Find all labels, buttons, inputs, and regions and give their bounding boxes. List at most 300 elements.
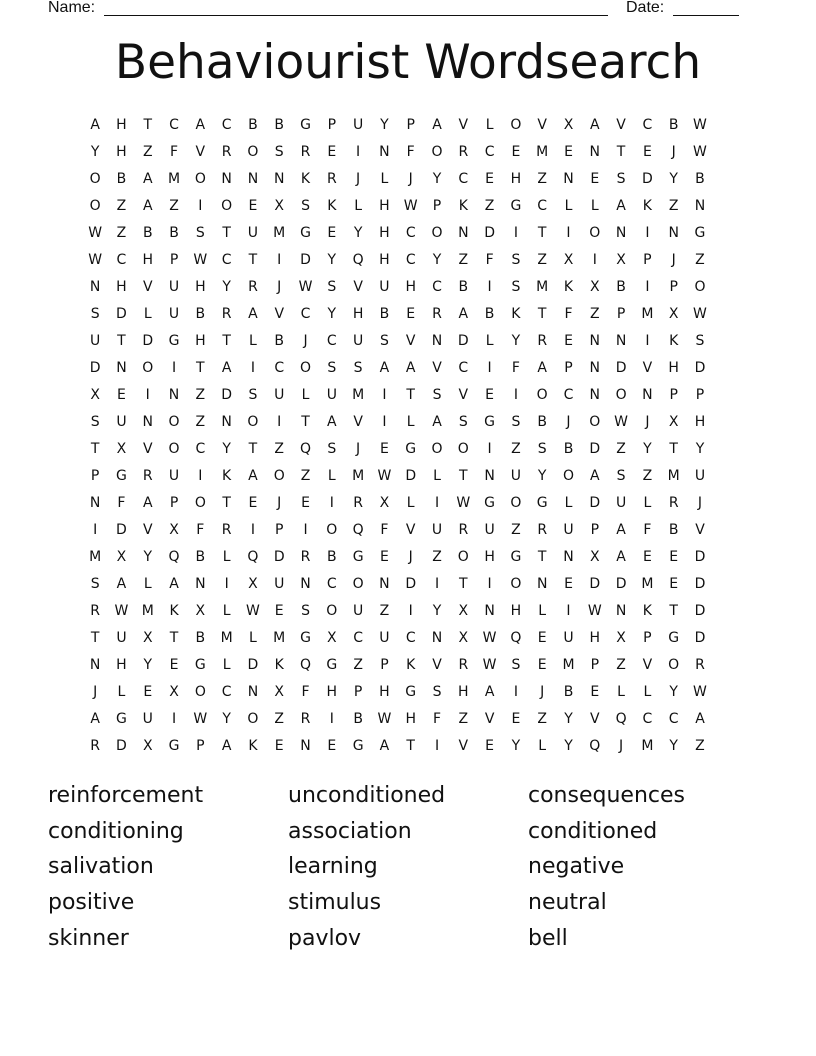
grid-letter: P	[406, 116, 415, 133]
grid-letter: J	[671, 143, 676, 160]
grid-letter: Z	[379, 602, 390, 619]
grid-letter: U	[352, 602, 364, 619]
grid-letter: S	[327, 440, 337, 457]
grid-letter: W	[403, 197, 418, 214]
grid-letter: M	[89, 548, 102, 565]
grid-letter: Z	[432, 548, 442, 565]
grid-letter: A	[432, 413, 442, 430]
date-label: Date:	[626, 0, 665, 16]
grid-letter: L	[143, 305, 152, 322]
grid-row	[82, 435, 732, 462]
grid-letter: D	[457, 332, 469, 349]
grid-letter: W	[377, 467, 392, 484]
grid-letter: L	[538, 602, 547, 619]
grid-letter: L	[564, 494, 573, 511]
grid-letter: V	[405, 332, 416, 349]
grid-letter: Z	[511, 521, 521, 538]
grid-letter: S	[327, 359, 337, 376]
grid-letter: C	[432, 278, 442, 295]
word-bank-item: pavlov	[288, 925, 362, 951]
grid-letter: N	[221, 413, 232, 430]
grid-letter: I	[513, 683, 518, 700]
grid-letter: D	[142, 332, 154, 349]
grid-letter: J	[277, 278, 282, 295]
grid-letter: E	[301, 494, 310, 511]
grid-letter: J	[619, 737, 624, 754]
grid-letter: H	[694, 413, 706, 430]
grid-letter: N	[142, 413, 153, 430]
grid-letter: W	[114, 602, 129, 619]
grid-letter: I	[224, 575, 229, 592]
grid-letter: K	[563, 278, 574, 295]
grid-letter: J	[697, 494, 703, 511]
grid-letter: M	[273, 224, 286, 241]
grid-letter: O	[615, 386, 627, 403]
grid-letter: O	[194, 494, 206, 511]
grid-letter: R	[432, 305, 442, 322]
grid-letter: N	[247, 683, 259, 700]
grid-letter: K	[669, 332, 679, 349]
grid-letter: I	[487, 278, 492, 295]
grid-letter: A	[169, 575, 179, 592]
grid-row	[82, 192, 732, 219]
grid-letter: L	[643, 683, 652, 700]
grid-row	[82, 516, 732, 543]
name-label: Name:	[48, 0, 96, 16]
grid-letter: P	[353, 683, 363, 700]
grid-letter: R	[300, 710, 311, 727]
grid-letter: P	[590, 521, 600, 538]
grid-letter: R	[458, 521, 469, 538]
grid-letter: O	[694, 278, 706, 295]
grid-letter: V	[195, 143, 206, 160]
grid-letter: Z	[616, 656, 626, 673]
grid-letter: X	[589, 278, 600, 295]
grid-letter: B	[379, 305, 390, 322]
grid-letter: O	[431, 224, 443, 241]
grid-letter: C	[484, 143, 495, 160]
grid-letter: O	[194, 683, 206, 700]
grid-letter: B	[274, 332, 285, 349]
grid-letter: X	[274, 683, 285, 700]
grid-letter: X	[248, 575, 258, 592]
grid-letter: R	[221, 521, 232, 538]
grid-letter: E	[169, 656, 179, 673]
grid-letter: V	[405, 521, 416, 538]
grid-letter: Z	[300, 467, 311, 484]
grid-letter: D	[641, 170, 653, 187]
word-bank-item: negative	[528, 854, 625, 880]
grid-letter: P	[90, 467, 100, 484]
grid-letter: J	[645, 413, 650, 430]
grid-letter: D	[273, 548, 285, 565]
grid-letter: E	[590, 170, 600, 187]
grid-letter: X	[563, 251, 574, 268]
grid-letter: A	[327, 413, 337, 430]
grid-letter: O	[589, 413, 601, 430]
grid-letter: V	[274, 305, 285, 322]
grid-letter: D	[484, 224, 495, 241]
grid-letter: P	[669, 278, 678, 295]
grid-letter: R	[537, 521, 548, 538]
grid-letter: B	[484, 305, 495, 322]
grid-letter: Y	[669, 170, 678, 187]
grid-letter: N	[615, 332, 627, 349]
grid-letter: W	[88, 251, 103, 268]
grid-row	[82, 543, 732, 570]
grid-letter: Z	[274, 710, 285, 727]
grid-letter: Y	[511, 332, 521, 349]
grid-letter: F	[301, 683, 310, 700]
grid-letter: V	[642, 359, 653, 376]
grid-letter: L	[327, 467, 336, 484]
grid-letter: C	[326, 575, 337, 592]
grid-letter: W	[298, 278, 313, 295]
word-bank-row	[48, 778, 768, 814]
grid-letter: W	[693, 116, 707, 133]
grid-letter: A	[405, 359, 416, 376]
grid-letter: K	[642, 197, 652, 214]
grid-letter: G	[116, 710, 127, 727]
grid-letter: G	[405, 683, 417, 700]
grid-letter: Z	[616, 440, 626, 457]
grid-row	[82, 354, 732, 381]
grid-letter: X	[589, 548, 600, 565]
grid-letter: R	[458, 656, 469, 673]
grid-letter: R	[300, 548, 311, 565]
grid-letter: Z	[642, 467, 653, 484]
grid-letter: I	[434, 737, 440, 754]
grid-letter: V	[458, 737, 469, 754]
grid-letter: E	[537, 629, 547, 646]
grid-letter: E	[511, 143, 521, 160]
grid-letter: O	[510, 575, 522, 592]
grid-letter: W	[193, 251, 208, 268]
grid-letter: Z	[116, 224, 127, 241]
grid-letter: S	[195, 224, 205, 241]
grid-letter: Y	[380, 116, 389, 133]
grid-letter: B	[195, 548, 206, 565]
grid-letter: Z	[195, 413, 206, 430]
grid-letter: D	[615, 359, 627, 376]
grid-letter: Z	[589, 305, 600, 322]
grid-letter: C	[221, 251, 232, 268]
grid-letter: H	[116, 656, 127, 673]
grid-letter: G	[194, 656, 206, 673]
grid-letter: G	[668, 629, 680, 646]
grid-letter: T	[537, 224, 547, 241]
grid-letter: O	[510, 116, 522, 133]
grid-letter: E	[327, 143, 337, 160]
grid-letter: C	[642, 710, 653, 727]
grid-letter: T	[459, 467, 468, 484]
grid-letter: O	[431, 440, 443, 457]
grid-letter: P	[564, 359, 573, 376]
grid-letter: B	[195, 629, 206, 646]
grid-letter: L	[406, 494, 415, 511]
grid-letter: L	[564, 197, 573, 214]
grid-letter: T	[406, 737, 415, 754]
grid-letter: T	[169, 629, 179, 646]
word-bank-item: neutral	[528, 890, 607, 916]
grid-letter: B	[327, 548, 337, 565]
grid-letter: I	[487, 359, 492, 376]
grid-letter: Z	[116, 197, 127, 214]
grid-letter: H	[379, 683, 390, 700]
grid-row	[82, 408, 732, 435]
page-title: Behaviourist Wordsearch	[114, 35, 702, 90]
grid-letter: X	[142, 737, 153, 754]
grid-letter: J	[408, 170, 413, 187]
grid-letter: U	[90, 332, 101, 349]
grid-letter: U	[431, 521, 443, 538]
grid-letter: C	[668, 710, 679, 727]
grid-letter: T	[301, 413, 310, 430]
grid-letter: Y	[537, 467, 547, 484]
grid-letter: T	[222, 494, 231, 511]
grid-letter: J	[671, 251, 676, 268]
grid-letter: I	[171, 710, 177, 727]
grid-letter: W	[88, 224, 103, 241]
grid-letter: L	[380, 170, 389, 187]
grid-letter: Q	[510, 629, 522, 646]
grid-letter: G	[352, 548, 364, 565]
word-bank-row	[48, 849, 768, 885]
word-bank-item: stimulus	[288, 890, 382, 916]
grid-letter: E	[379, 440, 389, 457]
grid-letter: X	[327, 629, 337, 646]
grid-letter: L	[222, 656, 231, 673]
grid-letter: O	[510, 494, 522, 511]
grid-letter: P	[432, 197, 442, 214]
grid-letter: I	[645, 278, 650, 295]
grid-letter: K	[222, 467, 232, 484]
grid-letter: V	[642, 656, 653, 673]
grid-letter: L	[617, 683, 625, 700]
grid-letter: H	[116, 116, 127, 133]
grid-letter: O	[300, 359, 312, 376]
grid-letter: B	[169, 224, 179, 241]
grid-letter: Y	[327, 251, 337, 268]
grid-letter: W	[693, 683, 707, 700]
grid-letter: D	[89, 359, 101, 376]
grid-letter: N	[589, 143, 601, 160]
grid-letter: O	[221, 197, 233, 214]
grid-letter: O	[194, 170, 206, 187]
grid-letter: N	[221, 170, 232, 187]
grid-letter: X	[116, 440, 127, 457]
grid-letter: L	[222, 602, 231, 619]
grid-letter: O	[89, 170, 101, 187]
grid-letter: R	[248, 278, 258, 295]
grid-row	[82, 570, 732, 597]
grid-letter: G	[116, 467, 127, 484]
grid-letter: X	[142, 629, 153, 646]
grid-letter: U	[563, 521, 574, 538]
grid-row	[82, 678, 732, 705]
grid-row	[82, 219, 732, 246]
grid-letter: L	[117, 683, 126, 700]
grid-letter: Y	[643, 440, 652, 457]
grid-letter: U	[352, 116, 364, 133]
grid-letter: I	[356, 143, 361, 160]
grid-letter: T	[537, 548, 547, 565]
grid-letter: S	[511, 278, 521, 295]
grid-letter: E	[564, 143, 573, 160]
grid-letter: N	[168, 386, 180, 403]
grid-letter: G	[510, 197, 522, 214]
grid-letter: Q	[352, 251, 364, 268]
grid-letter: L	[249, 629, 257, 646]
grid-letter: F	[170, 143, 179, 160]
grid-row	[82, 651, 732, 678]
grid-letter: L	[538, 737, 547, 754]
grid-letter: W	[587, 602, 602, 619]
grid-letter: H	[405, 710, 416, 727]
grid-letter: O	[326, 521, 338, 538]
grid-letter: X	[116, 548, 127, 565]
grid-letter: F	[196, 521, 205, 538]
grid-letter: B	[248, 116, 258, 133]
grid-letter: Z	[484, 197, 495, 214]
grid-letter: D	[116, 305, 127, 322]
grid-letter: D	[589, 440, 601, 457]
grid-letter: K	[300, 170, 311, 187]
grid-letter: S	[511, 413, 521, 430]
grid-letter: K	[169, 602, 179, 619]
grid-letter: E	[564, 575, 573, 592]
grid-letter: L	[143, 575, 152, 592]
grid-row	[82, 300, 732, 327]
grid-letter: A	[221, 359, 232, 376]
grid-letter: Z	[695, 737, 705, 754]
grid-letter: X	[195, 602, 206, 619]
grid-letter: S	[432, 386, 442, 403]
grid-letter: J	[277, 494, 282, 511]
grid-letter: D	[221, 386, 233, 403]
grid-letter: E	[143, 683, 153, 700]
grid-letter: C	[458, 170, 469, 187]
grid-letter: X	[616, 629, 626, 646]
grid-letter: N	[668, 224, 679, 241]
grid-letter: U	[563, 629, 574, 646]
grid-letter: A	[116, 575, 127, 592]
grid-letter: A	[616, 197, 626, 214]
grid-letter: H	[352, 305, 364, 322]
grid-letter: T	[222, 224, 231, 241]
grid-letter: G	[352, 737, 364, 754]
grid-letter: O	[247, 413, 259, 430]
grid-letter: I	[329, 494, 334, 511]
grid-letter: X	[616, 251, 626, 268]
grid-letter: R	[458, 143, 469, 160]
grid-letter: H	[195, 332, 206, 349]
grid-letter: H	[668, 359, 679, 376]
grid-letter: A	[432, 116, 442, 133]
grid-letter: G	[484, 413, 496, 430]
grid-letter: K	[274, 656, 284, 673]
grid-letter: S	[616, 170, 626, 187]
header	[48, 0, 748, 20]
grid-letter: Y	[669, 737, 678, 754]
grid-letter: R	[90, 602, 101, 619]
grid-letter: Z	[537, 710, 547, 727]
grid-letter: N	[642, 386, 653, 403]
grid-letter: F	[511, 359, 520, 376]
grid-letter: P	[169, 251, 179, 268]
grid-letter: A	[616, 521, 626, 538]
grid-letter: Q	[300, 440, 312, 457]
grid-letter: Y	[222, 710, 231, 727]
name-blank-line	[104, 15, 608, 16]
grid-letter: J	[356, 170, 361, 187]
grid-letter: F	[406, 143, 415, 160]
grid-letter: V	[484, 710, 495, 727]
grid-letter: O	[431, 143, 443, 160]
grid-letter: X	[90, 386, 100, 403]
grid-letter: B	[563, 440, 574, 457]
word-bank-item: positive	[48, 890, 135, 916]
grid-letter: M	[273, 629, 286, 646]
word-bank-item: conditioning	[48, 818, 184, 844]
grid-letter: S	[511, 656, 521, 673]
grid-letter: Z	[537, 251, 547, 268]
grid-letter: U	[379, 278, 390, 295]
grid-letter: C	[221, 116, 232, 133]
grid-letter: D	[615, 575, 627, 592]
grid-letter: U	[116, 629, 127, 646]
word-bank-item: association	[288, 818, 412, 844]
grid-letter: C	[563, 386, 574, 403]
grid-letter: O	[326, 602, 338, 619]
grid-letter: D	[589, 575, 601, 592]
grid-letter: N	[89, 656, 101, 673]
grid-letter: B	[458, 278, 469, 295]
grid-letter: Y	[432, 251, 442, 268]
grid-letter: Y	[564, 737, 573, 754]
grid-letter: Z	[458, 710, 469, 727]
grid-letter: I	[513, 224, 518, 241]
grid-letter: O	[142, 359, 154, 376]
grid-row	[82, 597, 732, 624]
grid-letter: N	[379, 143, 390, 160]
grid-letter: T	[222, 332, 231, 349]
grid-letter: S	[274, 143, 284, 160]
grid-letter: V	[142, 521, 153, 538]
grid-letter: X	[274, 197, 285, 214]
grid-letter: L	[406, 413, 415, 430]
grid-letter: R	[326, 170, 337, 187]
grid-letter: M	[667, 467, 680, 484]
grid-letter: R	[300, 143, 311, 160]
grid-letter: Q	[168, 548, 180, 565]
grid-letter: I	[566, 602, 571, 619]
grid-row	[82, 111, 732, 138]
grid-letter: E	[485, 170, 495, 187]
grid-letter: N	[89, 278, 101, 295]
grid-letter: B	[537, 413, 547, 430]
grid-letter: K	[248, 737, 258, 754]
grid-letter: E	[511, 710, 521, 727]
grid-letter: D	[405, 467, 417, 484]
grid-letter: Q	[589, 737, 601, 754]
grid-letter: W	[614, 413, 628, 430]
grid-letter: N	[379, 575, 390, 592]
grid-letter: J	[540, 683, 545, 700]
grid-letter: T	[90, 629, 100, 646]
grid-letter: B	[616, 278, 626, 295]
grid-letter: E	[117, 386, 126, 403]
